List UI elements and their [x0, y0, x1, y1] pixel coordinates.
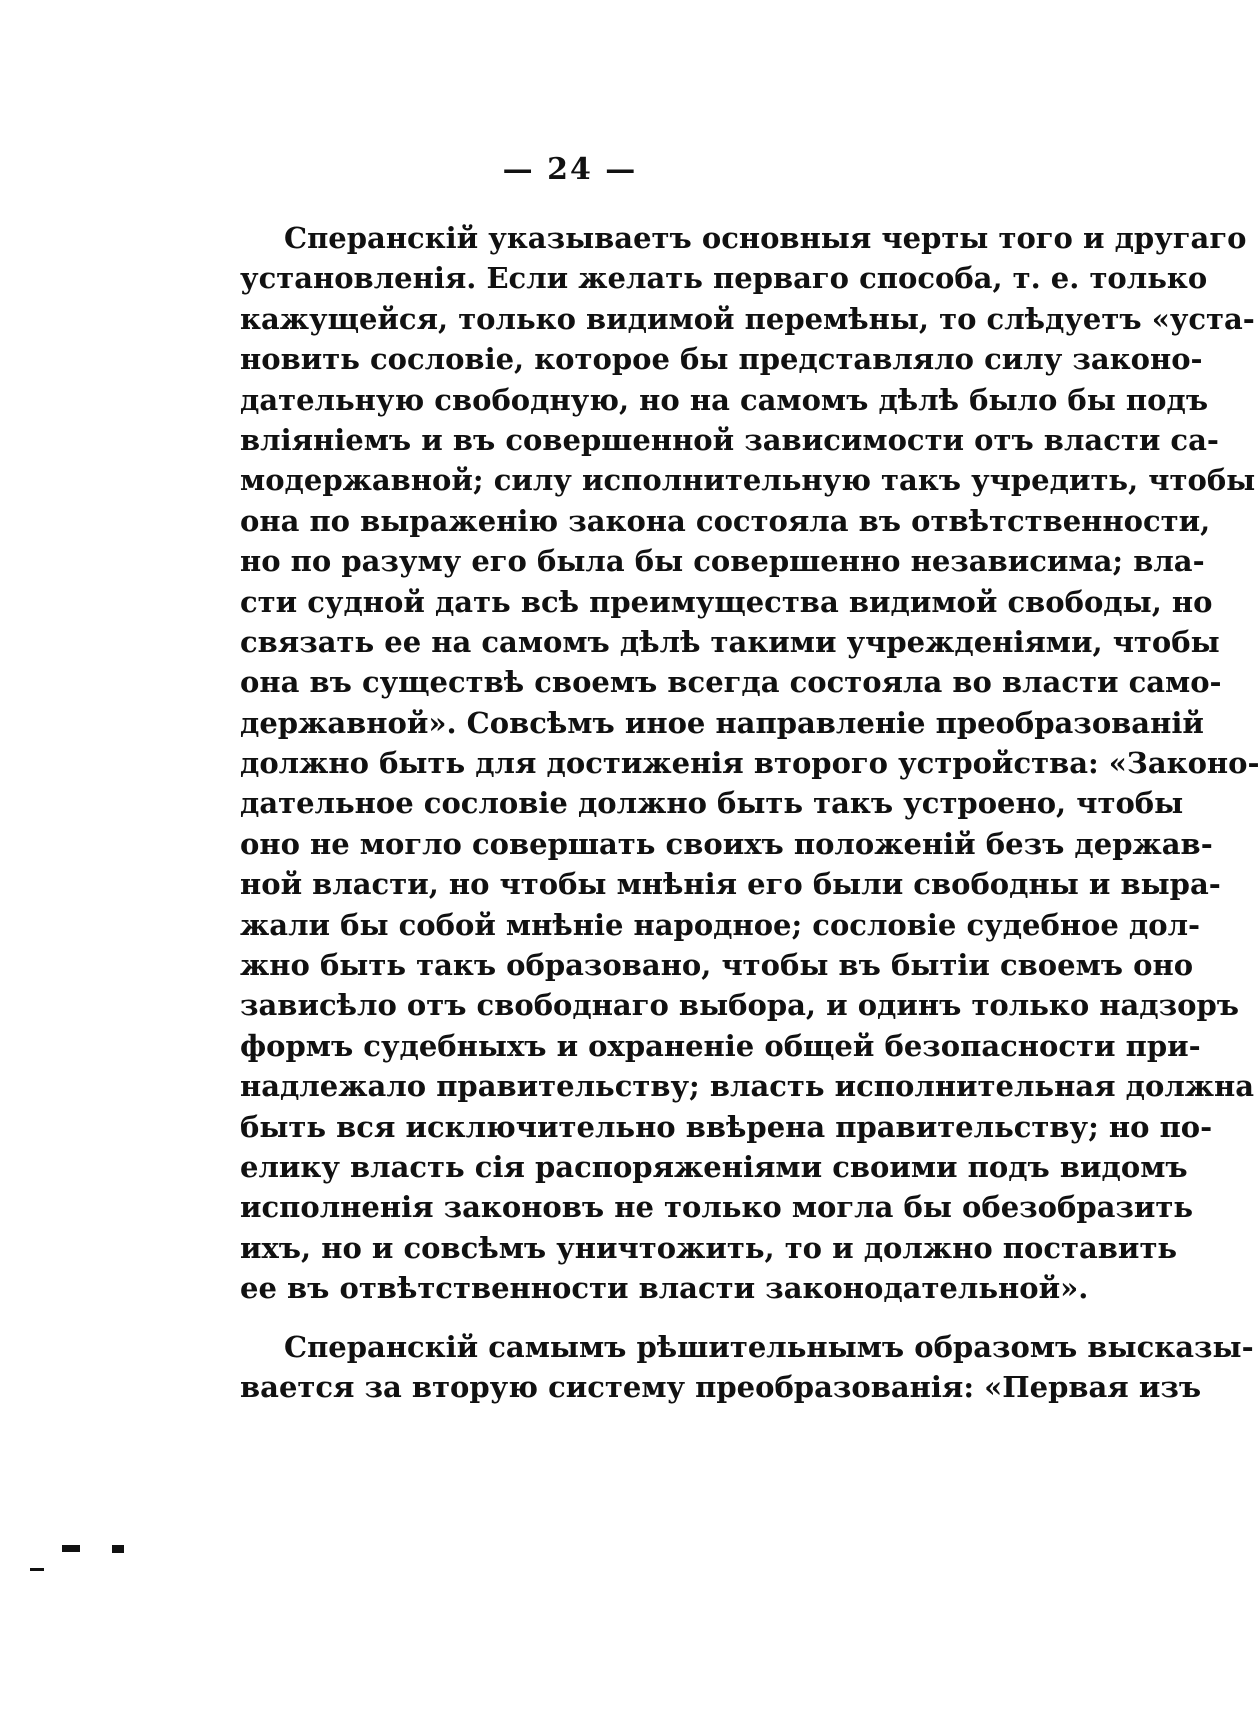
paragraph-gap [240, 1309, 1020, 1327]
scan-speck [62, 1545, 80, 1552]
text-line: дательное сословіе должно быть такъ устроено, чтобы [240, 786, 1184, 821]
text-line: зависѣло отъ свободнаго выбора, и одинъ только надзоръ [240, 988, 1239, 1023]
scan-speck [30, 1568, 44, 1571]
text-line: установленія. Если желать перваго способа, т. е. только [240, 261, 1208, 296]
text-line: державной». Совсѣмъ иное направленіе преобразованій [240, 705, 1204, 740]
text-line: ихъ, но и совсѣмъ уничтожить, то и должно поставить [240, 1230, 1178, 1265]
text-line: вается за вторую систему преобразованія: «Первая изъ [240, 1369, 1202, 1404]
text-line: кажущейся, только видимой перемѣны, то слѣдуетъ «уста- [240, 301, 1255, 336]
paragraph-1 [240, 218, 1260, 1309]
text-line: быть вся исключительно ввѣрена правительству; но по- [240, 1109, 1213, 1144]
text-line: но по разуму его была бы совершенно независима; вла- [240, 544, 1205, 579]
text-line: Сперанскій указываетъ основныя черты того и другаго [284, 221, 1247, 255]
text-line: связать ее на самомъ дѣлѣ такими учрежденіями, чтобы [240, 624, 1220, 659]
text-line: ее въ отвѣтственности власти законодательной». [240, 1271, 1089, 1306]
scan-speck [112, 1545, 124, 1553]
text-line: сти судной дать всѣ преимущества видимой свободы, но [240, 584, 1213, 619]
text-line: модержавной; силу исполнительную такъ учредить, чтобы [240, 463, 1256, 498]
text-line: должно быть для достиженія второго устройства: «Законо- [240, 746, 1260, 781]
body-text [240, 218, 1260, 1407]
text-line: Сперанскій самымъ рѣшительнымъ образомъ высказы- [284, 1329, 1254, 1364]
text-line: ной власти, но чтобы мнѣнія его были свободны и выра- [240, 867, 1221, 902]
text-line: оно не могло совершать своихъ положеній безъ держав- [240, 826, 1213, 861]
text-line: формъ судебныхъ и охраненіе общей безопасности при- [240, 1028, 1201, 1063]
text-line: жно быть такъ образовано, чтобы въ бытіи своемъ оно [240, 948, 1194, 983]
text-line: она по выраженію закона состояла въ отвѣтственности, [240, 503, 1211, 538]
text-line: новить сословіе, которое бы представляло силу законо- [240, 342, 1203, 377]
text-line: жали бы собой мнѣніе народное; сословіе судебное дол- [240, 907, 1201, 942]
text-line: надлежало правительству; власть исполнительная должна [240, 1069, 1255, 1104]
text-line: исполненія законовъ не только могла бы обезобразить [240, 1190, 1194, 1225]
paragraph-2 [240, 1327, 1254, 1408]
text-line: она въ существѣ своемъ всегда состояла во власти само- [240, 665, 1222, 700]
page-number: — 24 — [502, 152, 638, 187]
text-line: вліяніемъ и въ совершенной зависимости отъ власти са- [240, 422, 1219, 457]
text-line: елику власть сія распоряженіями своими подъ видомъ [240, 1149, 1188, 1184]
text-line: дательную свободную, но на самомъ дѣлѣ было бы подъ [240, 382, 1209, 417]
